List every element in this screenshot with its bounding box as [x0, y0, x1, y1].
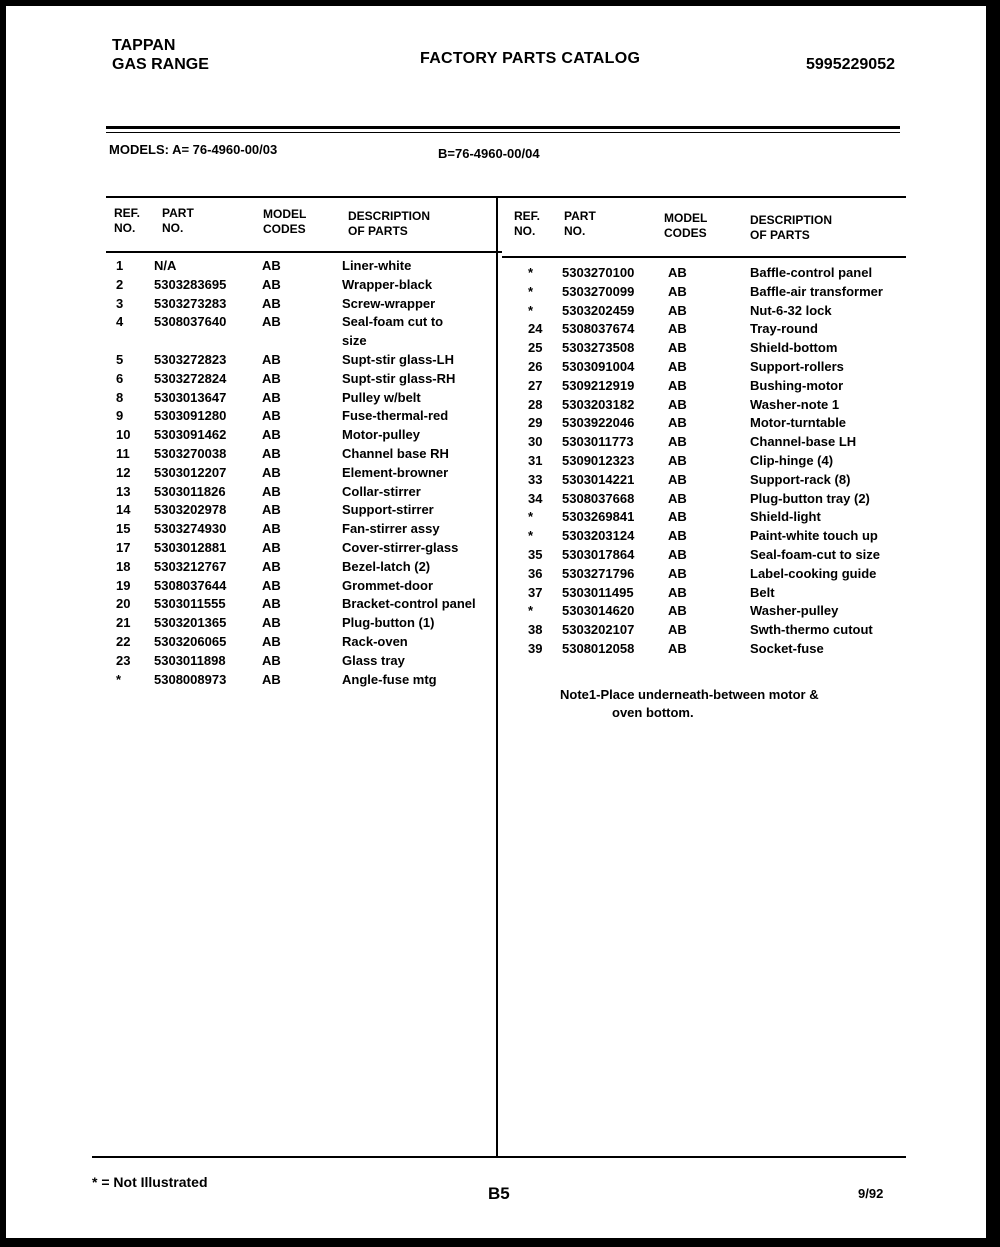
part-description: Supt-stir glass-LH: [342, 352, 454, 367]
part-description: Label-cooking guide: [750, 565, 877, 581]
part-no: 5303273283: [154, 295, 227, 311]
model-code: AB: [668, 622, 687, 638]
header-ref-right: [514, 209, 540, 239]
part-description: Support-rollers: [750, 359, 844, 374]
part-description: Motor-pulley: [342, 427, 420, 443]
part-description: Supt-stir glass-RH: [342, 370, 456, 386]
model-code: AB: [668, 377, 687, 393]
part-no: N/A: [154, 258, 177, 273]
ref-no: 29: [528, 415, 543, 431]
part-description: Collar-stirrer: [342, 483, 421, 499]
column-divider: [496, 196, 498, 1156]
ref-no: 11: [116, 446, 130, 461]
part-no: 5308008973: [154, 671, 227, 687]
ref-no: 17: [116, 540, 131, 555]
model-code: AB: [262, 408, 281, 424]
model-code: AB: [262, 634, 281, 649]
model-code: AB: [668, 283, 687, 299]
part-no: 5303091462: [154, 427, 227, 443]
model-code: AB: [668, 490, 687, 506]
page-number: B5: [488, 1184, 510, 1203]
model-code: AB: [262, 502, 281, 518]
part-description: Channel base RH: [342, 446, 449, 461]
table-rule-top: [106, 196, 906, 198]
ref-no: 6: [116, 370, 124, 386]
note-line1: Note1-Place underneath-between motor &: [560, 687, 819, 702]
part-description: Bracket-control panel: [342, 596, 476, 612]
part-description-continued: size: [342, 333, 367, 349]
part-description: Tray-round: [750, 321, 818, 337]
part-description: Bushing-motor: [750, 377, 844, 393]
part-no: 5303274930: [154, 521, 227, 537]
revision-date: 9/92: [858, 1186, 884, 1201]
catalog-page: [6, 6, 986, 1238]
model-code: AB: [262, 276, 281, 292]
part-description: Grommet-door: [342, 577, 433, 593]
model-code: AB: [668, 565, 687, 581]
brand-name: TAPPAN: [112, 37, 176, 54]
ref-no: 26: [528, 359, 543, 374]
model-code: AB: [262, 446, 281, 461]
ref-no: *: [528, 528, 534, 544]
part-description: Plug-button (1): [342, 615, 435, 631]
model-code: AB: [262, 295, 281, 311]
header-ref-line1: REF.: [114, 206, 141, 220]
part-description: Shield-bottom: [750, 340, 838, 356]
header-part-line2: NO.: [162, 221, 184, 235]
ref-no: 5: [116, 352, 124, 367]
ref-no: 27: [528, 377, 543, 393]
part-no: 5308037668: [562, 490, 635, 506]
part-no: 5303212767: [154, 558, 227, 574]
note-1: [560, 686, 890, 722]
part-description: Support-stirrer: [342, 502, 434, 518]
part-description: Baffle-control panel: [750, 265, 873, 280]
ref-no: 2: [116, 276, 124, 292]
header-model-line2: CODES: [263, 222, 306, 236]
model-code: AB: [668, 359, 687, 374]
model-code: AB: [262, 258, 281, 273]
part-description: Washer-note 1: [750, 396, 840, 412]
part-no: 5303270099: [562, 283, 635, 299]
part-no: 5303091280: [154, 408, 227, 424]
ref-no: 13: [116, 483, 131, 499]
header-desc-right-line2: OF PARTS: [750, 228, 810, 242]
ref-no: *: [116, 671, 122, 687]
part-description: Belt: [750, 584, 775, 600]
ref-no: 9: [116, 408, 124, 424]
ref-no: *: [528, 283, 534, 299]
model-code: AB: [668, 471, 687, 487]
part-description: Shield-light: [750, 509, 821, 525]
model-code: AB: [262, 558, 281, 574]
header-ref-right-line2: NO.: [514, 224, 536, 238]
ref-no: 37: [528, 584, 543, 600]
part-description: Seal-foam cut to: [342, 314, 444, 330]
header-model-right-line2: CODES: [664, 226, 707, 240]
header-part-line1: PART: [162, 206, 194, 220]
part-no: 5303014620: [562, 603, 635, 619]
part-no: 5309012323: [562, 453, 635, 468]
header-rule-top: [106, 126, 900, 129]
part-no: 5303011555: [154, 596, 226, 612]
model-code: AB: [262, 483, 281, 499]
part-description: Baffle-air transformer: [750, 283, 883, 299]
model-code: AB: [668, 528, 687, 544]
part-description: Liner-white: [342, 258, 412, 273]
header-part-right-line1: PART: [564, 209, 596, 223]
model-code: AB: [668, 321, 687, 337]
header-ref-line2: NO.: [114, 221, 136, 235]
part-no: 5303206065: [154, 634, 227, 649]
header-model-line1: MODEL: [263, 207, 307, 221]
header-desc-right-line1: DESCRIPTION: [750, 213, 833, 227]
model-code: AB: [668, 453, 687, 468]
part-no: 5303012207: [154, 464, 227, 480]
ref-no: 4: [116, 314, 124, 330]
part-no: 5303269841: [562, 509, 635, 525]
model-code: AB: [668, 265, 687, 280]
model-code: AB: [668, 340, 687, 356]
model-code: AB: [668, 584, 687, 600]
part-description: Washer-pulley: [750, 603, 839, 619]
part-no: 5303202107: [562, 622, 635, 638]
ref-no: 33: [528, 471, 543, 487]
part-description: Motor-turntable: [750, 415, 847, 431]
part-no: 5309212919: [562, 377, 635, 393]
model-code: AB: [262, 540, 281, 555]
part-no: 5303091004: [562, 359, 635, 374]
model-code: AB: [668, 434, 687, 450]
part-description: Glass tray: [342, 652, 405, 668]
model-code: AB: [262, 671, 281, 687]
ref-no: 22: [116, 634, 131, 649]
model-code: AB: [262, 652, 281, 668]
part-no: 5303272823: [154, 352, 227, 367]
part-description: Element-browner: [342, 464, 449, 480]
part-no: 5303201365: [154, 615, 227, 631]
part-description: Seal-foam-cut to size: [750, 547, 881, 562]
ref-no: 23: [116, 652, 131, 668]
model-code: AB: [262, 370, 281, 386]
part-description: Support-rack (8): [750, 471, 851, 487]
header-desc-line1: DESCRIPTION: [348, 209, 431, 223]
legend-not-illustrated: * = Not Illustrated: [92, 1174, 208, 1190]
part-no: 5303011495: [562, 584, 634, 600]
ref-no: 39: [528, 641, 543, 656]
ref-no: 36: [528, 565, 543, 581]
part-description: Socket-fuse: [750, 641, 824, 656]
header-model: [263, 207, 306, 237]
ref-no: 38: [528, 622, 543, 638]
brand-block: [112, 36, 209, 74]
part-no: 5303012881: [154, 540, 227, 555]
header-ref-right-line1: REF.: [514, 209, 541, 223]
part-no: 5303272824: [154, 370, 227, 386]
part-description: Cover-stirrer-glass: [342, 540, 459, 555]
ref-no: 34: [528, 490, 543, 506]
part-no: 5308037644: [154, 577, 227, 593]
ref-no: 20: [116, 596, 131, 612]
model-code: AB: [668, 547, 687, 562]
part-description: Plug-button tray (2): [750, 490, 870, 506]
header-desc: [348, 209, 430, 239]
ref-no: *: [528, 302, 534, 318]
part-no: 5303011826: [154, 483, 226, 499]
model-code: AB: [262, 389, 281, 405]
header-rule-thin: [106, 132, 900, 133]
part-no: 5303011773: [562, 434, 634, 450]
model-code: AB: [262, 464, 281, 480]
model-code: AB: [668, 641, 687, 656]
ref-no: 14: [116, 502, 131, 518]
part-no: 5303013647: [154, 389, 227, 405]
part-description: Channel-base LH: [750, 434, 857, 450]
part-no: 5303283695: [154, 276, 227, 292]
ref-no: 12: [116, 464, 131, 480]
table-rule-header-right: [502, 256, 906, 258]
ref-no: 30: [528, 434, 543, 450]
model-code: AB: [262, 577, 281, 593]
part-description: Fan-stirrer assy: [342, 521, 440, 537]
part-description: Angle-fuse mtg: [342, 671, 437, 687]
model-code: AB: [262, 352, 281, 367]
table-rule-header: [106, 251, 502, 253]
ref-no: 3: [116, 295, 124, 311]
part-no: 5303014221: [562, 471, 635, 487]
model-code: AB: [262, 314, 281, 330]
header-model-right: [664, 211, 707, 241]
ref-no: 8: [116, 389, 124, 405]
ref-no: 10: [116, 427, 131, 443]
part-description: Screw-wrapper: [342, 295, 436, 311]
header-part-right-line2: NO.: [564, 224, 586, 238]
model-code: AB: [262, 596, 281, 612]
model-code: AB: [668, 302, 687, 318]
ref-no: 25: [528, 340, 543, 356]
model-code: AB: [668, 509, 687, 525]
model-b: B=76-4960-00/04: [438, 146, 540, 161]
ref-no: *: [528, 603, 534, 619]
part-no: 5308037674: [562, 321, 635, 337]
header-part-right: [564, 209, 596, 239]
header-desc-right: [750, 213, 832, 243]
ref-no: 35: [528, 547, 543, 562]
part-description: Fuse-thermal-red: [342, 408, 449, 424]
model-code: AB: [668, 415, 687, 431]
note-line2: oven bottom.: [612, 705, 694, 720]
ref-no: 18: [116, 558, 131, 574]
model-code: AB: [668, 396, 687, 412]
part-description: Pulley w/belt: [342, 389, 421, 405]
model-code: AB: [668, 603, 687, 619]
ref-no: *: [528, 265, 534, 280]
catalog-title: FACTORY PARTS CATALOG: [420, 50, 641, 67]
part-no: 5308037640: [154, 314, 227, 330]
part-description: Rack-oven: [342, 634, 408, 649]
model-code: AB: [262, 615, 281, 631]
part-no: 5303202978: [154, 502, 227, 518]
part-no: 5303011898: [154, 652, 226, 668]
ref-no: 31: [528, 453, 543, 468]
part-no: 5308012058: [562, 641, 635, 656]
part-no: 5303922046: [562, 415, 635, 431]
table-rule-bottom: [92, 1156, 906, 1158]
ref-no: 28: [528, 396, 543, 412]
part-no: 5303270100: [562, 265, 635, 280]
part-description: Bezel-latch (2): [342, 558, 431, 574]
part-no: 5303271796: [562, 565, 635, 581]
part-description: Paint-white touch up: [750, 528, 878, 544]
product-type: GAS RANGE: [112, 56, 209, 73]
ref-no: *: [528, 509, 534, 525]
header-model-right-line1: MODEL: [664, 211, 708, 225]
ref-no: 21: [116, 615, 131, 631]
part-description: Nut-6-32 lock: [750, 302, 832, 318]
part-no: 5303202459: [562, 302, 635, 318]
header-desc-line2: OF PARTS: [348, 224, 408, 238]
part-no: 5303203124: [562, 528, 635, 544]
part-no: 5303017864: [562, 547, 635, 562]
ref-no: 24: [528, 321, 543, 337]
ref-no: 1: [116, 258, 124, 273]
catalog-number: 5995229052: [806, 56, 895, 73]
part-no: 5303203182: [562, 396, 635, 412]
model-code: AB: [262, 521, 281, 537]
ref-no: 19: [116, 577, 131, 593]
header-part: [162, 206, 194, 236]
part-no: 5303273508: [562, 340, 635, 356]
part-description: Swth-thermo cutout: [750, 622, 873, 638]
part-description: Wrapper-black: [342, 276, 433, 292]
header-ref: [114, 206, 140, 236]
ref-no: 15: [116, 521, 131, 537]
part-description: Clip-hinge (4): [750, 453, 834, 468]
model-a: MODELS: A= 76-4960-00/03: [109, 142, 278, 157]
part-no: 5303270038: [154, 446, 227, 461]
model-code: AB: [262, 427, 281, 443]
